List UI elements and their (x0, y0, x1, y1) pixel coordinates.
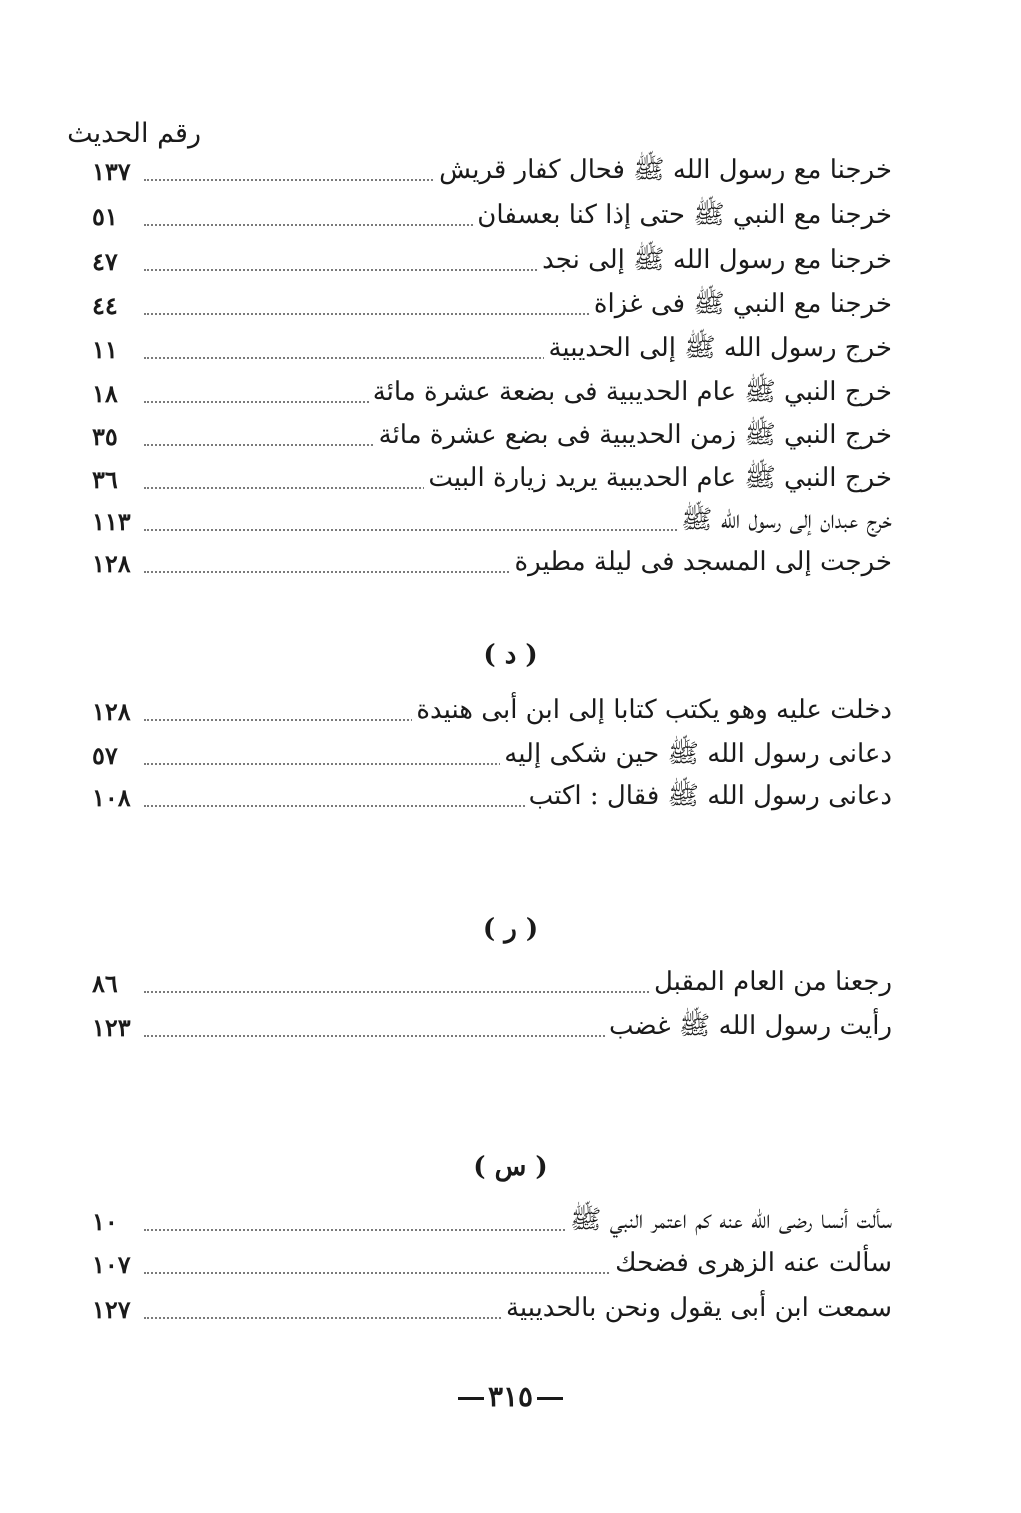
hadith-number: ٥١ (92, 202, 118, 231)
hadith-number: ٤٧ (92, 247, 118, 276)
hadith-incipit: رأيت رسول الله ﷺ غضب (605, 1006, 892, 1046)
index-entry (92, 1288, 892, 1332)
hadith-number: ١٨ (92, 379, 118, 408)
hadith-number: ١٣٧ (92, 157, 131, 186)
hadith-incipit: خرج عبدان إلى رسول الله ﷺ (677, 500, 892, 540)
hadith-number: ١٠٧ (92, 1250, 131, 1279)
index-entry (92, 1243, 892, 1287)
hadith-number: ١٢٧ (92, 1295, 131, 1324)
index-entry (92, 776, 892, 820)
index-entry (92, 1006, 892, 1050)
index-entry (92, 240, 892, 284)
column-header: رقم الحديث (67, 118, 201, 149)
index-entry (92, 1200, 892, 1244)
hadith-incipit: خرجت إلى المسجد فى ليلة مطيرة (511, 542, 892, 582)
hadith-incipit: سألت عنه الزهرى فضحك (611, 1243, 892, 1283)
hadith-incipit: خرجنا مع النبي ﷺ حتى إذا كنا بعسفان (473, 195, 892, 235)
page-number: ٣١٥ (487, 1380, 534, 1413)
hadith-incipit: خرج النبي ﷺ عام الحديبية يريد زيارة البيت (424, 458, 892, 498)
hadith-incipit: دعانى رسول الله ﷺ فقال : اكتب (525, 776, 892, 816)
index-entry (92, 500, 892, 544)
index-entry (92, 962, 892, 1006)
hadith-incipit: دعانى رسول الله ﷺ حين شكى إليه (500, 734, 892, 774)
index-entry (92, 415, 892, 459)
index-entry (92, 458, 892, 502)
hadith-number: ١٠ (92, 1207, 118, 1236)
footer-dash (458, 1397, 484, 1400)
hadith-number: ١١ (92, 335, 118, 364)
hadith-number: ٣٦ (92, 465, 118, 494)
hadith-number: ٣٥ (92, 422, 118, 451)
hadith-incipit: خرجنا مع رسول الله ﷺ فحال كفار قريش (435, 150, 892, 190)
hadith-incipit: خرج رسول الله ﷺ إلى الحديبية (544, 328, 892, 368)
hadith-number: ١٠٨ (92, 783, 131, 812)
hadith-incipit: خرجنا مع النبي ﷺ فى غزاة (590, 284, 892, 324)
footer-dash (537, 1397, 563, 1400)
index-entry (92, 542, 892, 586)
hadith-number: ١١٣ (92, 507, 131, 536)
hadith-incipit: خرج النبي ﷺ عام الحديبية فى بضعة عشرة مائة (369, 372, 892, 412)
page-number-footer (0, 1380, 1021, 1413)
index-entry (92, 150, 892, 194)
hadith-number: ١٢٨ (92, 549, 131, 578)
index-entry (92, 734, 892, 778)
hadith-incipit: خرجنا مع رسول الله ﷺ إلى نجد (538, 240, 892, 280)
hadith-incipit: دخلت عليه وهو يكتب كتابا إلى ابن أبى هنيدة (412, 690, 892, 730)
hadith-number: ١٢٣ (92, 1013, 131, 1042)
section-heading-ra: ( ر ) (482, 914, 539, 944)
hadith-incipit: رجعنا من العام المقبل (650, 962, 892, 1002)
hadith-number: ٤٤ (92, 291, 118, 320)
section-heading-sin: ( س ) (473, 1152, 548, 1182)
index-entry (92, 195, 892, 239)
hadith-number: ٥٧ (92, 741, 118, 770)
hadith-incipit: سألت أنسا رضى الله عنه كم اعتمر النبي ﷺ (566, 1200, 892, 1240)
index-entry (92, 328, 892, 372)
index-entry (92, 690, 892, 734)
index-entry (92, 372, 892, 416)
hadith-number: ٨٦ (92, 969, 118, 998)
section-heading-dal: ( د ) (483, 640, 538, 670)
hadith-number: ١٢٨ (92, 697, 131, 726)
hadith-incipit: سمعت ابن أبى يقول ونحن بالحديبية (502, 1288, 892, 1328)
index-entry (92, 284, 892, 328)
hadith-incipit: خرج النبي ﷺ زمن الحديبية فى بضع عشرة مائة (375, 415, 892, 455)
